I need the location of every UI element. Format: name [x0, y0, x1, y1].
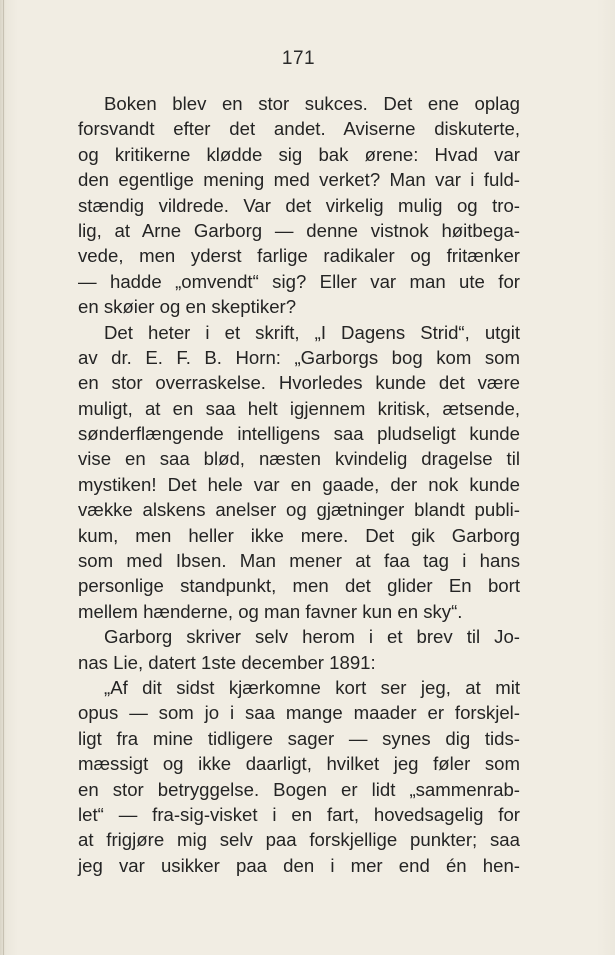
text-line: forsvandt efter det andet. Aviserne diskuterte,: [78, 118, 520, 140]
text-line: vække alskens anelser og gjætninger blandt publi-: [78, 499, 520, 521]
text-line: „Af dit sidst kjærkomne kort ser jeg, at mit: [104, 676, 520, 698]
text-line: mæssigt og ikke daarligt, hvilket jeg føler som: [78, 753, 520, 775]
text-line: en stor overraskelse. Hvorledes kunde det være: [78, 372, 520, 394]
text-line: at frigjøre mig selv paa forskjellige punkter; saa: [78, 829, 520, 851]
text-line: stændig vildrede. Var det virkelig mulig og tro-: [78, 194, 520, 216]
text-line: og kritikerne klødde sig bak ørene: Hvad var: [78, 143, 520, 165]
text-line: kum, men heller ikke mere. Det gik Garborg: [78, 524, 520, 546]
text-line: nas Lie, datert 1ste december 1891:: [78, 651, 376, 673]
text-line: Garborg skriver selv herom i et brev til Jo-: [104, 626, 520, 648]
text-line: sønderflængende intelligens saa pludseligt kunde: [78, 423, 520, 445]
text-line: en skøier og en skeptiker?: [78, 296, 297, 318]
text-line: mellem hænderne, og man favner kun en sky“.: [78, 600, 463, 622]
text-line: lig, at Arne Garborg — denne vistnok høitbega-: [78, 219, 520, 241]
text-line: vise en saa blød, næsten kvindelig dragelse til: [78, 448, 520, 470]
text-line: personlige standpunkt, men det glider En bort: [78, 575, 520, 597]
text-line: Det heter i et skrift, „I Dagens Strid“, utgit: [104, 321, 520, 343]
page-spine-edge: [3, 0, 4, 955]
text-line: jeg var usikker paa den i mer end én hen-: [78, 854, 520, 876]
text-line: — hadde „omvendt“ sig? Eller var man ute for: [78, 270, 520, 292]
text-line: opus — som jo i saa mange maader er forskjel-: [78, 702, 520, 724]
text-line: en stor betryggelse. Bogen er lidt „sammenrab-: [78, 778, 520, 800]
text-line: som med Ibsen. Man mener at faa tag i hans: [78, 550, 520, 572]
text-line: Boken blev en stor sukces. Det ene oplag: [104, 93, 520, 114]
text-line: vede, men yderst farlige radikaler og fritænker: [78, 245, 520, 267]
text-line: den egentlige mening med verket? Man var i fuld-: [78, 169, 520, 191]
text-line: mystiken! Det hele var en gaade, der nok kunde: [78, 473, 520, 495]
body-text: [78, 91, 520, 878]
text-line: muligt, at en saa helt igjennem kritisk, ætsende,: [78, 397, 520, 419]
page-number: 171: [281, 48, 316, 69]
text-line: av dr. E. F. B. Horn: „Garborgs bog kom som: [78, 346, 520, 368]
text-line: let“ — fra-sig-visket i en fart, hovedsagelig for: [78, 803, 520, 825]
text-line: ligt fra mine tidligere sager — synes dig tids-: [78, 727, 520, 749]
